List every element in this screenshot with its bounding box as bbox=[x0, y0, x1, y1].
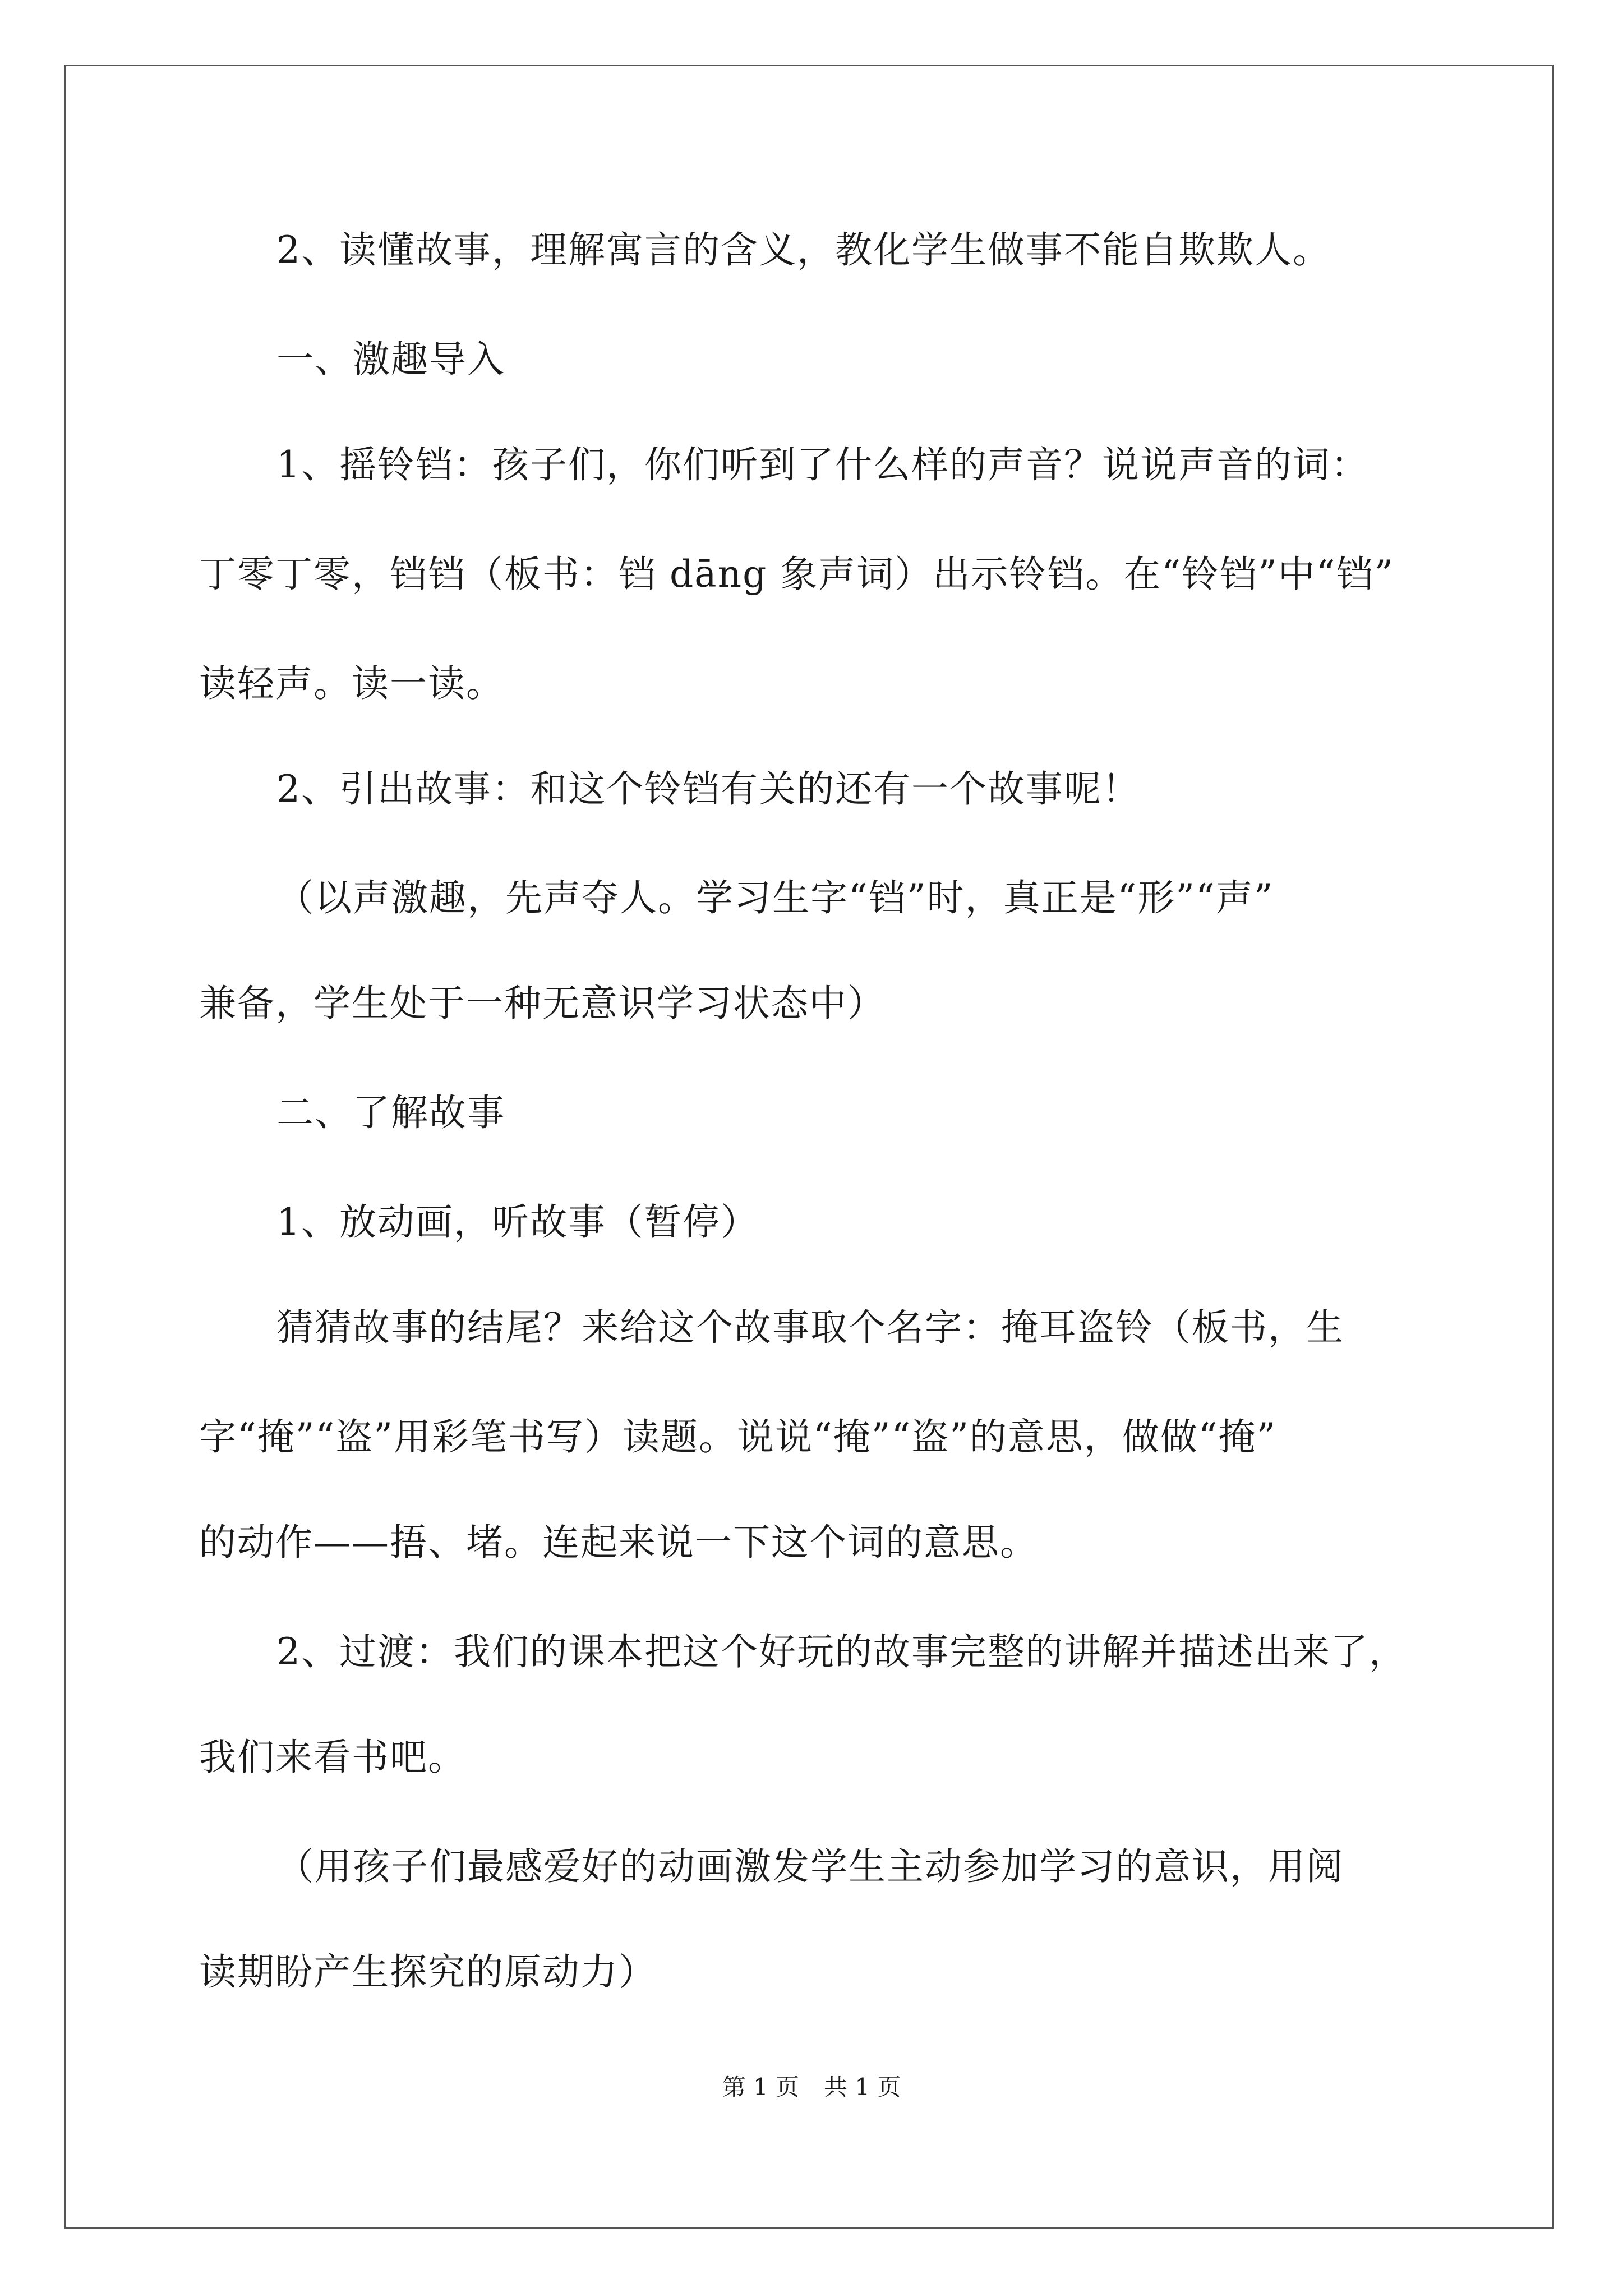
text-line: 的动作——捂、堵。连起来说一下这个词的意思。 bbox=[199, 1521, 1038, 1564]
section-heading-understand bbox=[276, 1091, 1516, 1134]
page-number: 第 1 页 bbox=[722, 2073, 799, 2101]
paragraph-guess-ending-cont bbox=[199, 1521, 1438, 1564]
text-line: 一、激趣导入 bbox=[276, 338, 505, 381]
paragraph-introduce-story bbox=[276, 767, 1516, 811]
paragraph-ring-bell bbox=[276, 443, 1437, 486]
text-line: （用孩子们最感爱好的动画激发学生主动参加学习的意识，用阅 bbox=[276, 1845, 1344, 1888]
text-line: 2、读懂故事，理解寓言的含义，教化学生做事不能自欺欺人。 bbox=[276, 228, 1331, 272]
paragraph-objective-2 bbox=[276, 228, 1516, 272]
paragraph-play-animation bbox=[276, 1200, 1516, 1244]
text-line: 丁零丁零，铛铛（板书：铛 dāng 象声词）出示铃铛。在“铃铛”中“铛” bbox=[199, 553, 1395, 596]
text-line: 2、引出故事：和这个铃铛有关的还有一个故事呢！ bbox=[276, 767, 1140, 811]
text-line: 2、过渡：我们的课本把这个好玩的故事完整的讲解并描述出来了， bbox=[276, 1630, 1407, 1673]
paragraph-ring-bell-cont bbox=[199, 553, 1438, 596]
text-line: 读期盼产生探究的原动力） bbox=[199, 1950, 657, 1994]
paragraph-ring-bell-cont bbox=[199, 662, 1438, 705]
paragraph-guess-ending-cont bbox=[199, 1415, 1438, 1458]
paragraph-note-animation bbox=[276, 1845, 1516, 1888]
paragraph-guess-ending bbox=[276, 1306, 1516, 1349]
paragraph-note-animation-cont bbox=[199, 1950, 1438, 1994]
text-line: 我们来看书吧。 bbox=[199, 1736, 466, 1779]
page-border bbox=[64, 65, 1554, 2229]
text-line: 读轻声。读一读。 bbox=[199, 662, 504, 705]
page-footer bbox=[0, 2073, 1623, 2101]
text-line: 1、放动画，听故事（暂停） bbox=[276, 1200, 759, 1244]
paragraph-note-interest-cont bbox=[199, 982, 1438, 1025]
text-line: 1、摇铃铛：孩子们，你们听到了什么样的声音？说说声音的词： bbox=[276, 443, 1369, 486]
text-line: 字“掩”“盗”用彩笔书写）读题。说说“掩”“盗”的意思，做做“掩” bbox=[199, 1415, 1277, 1458]
text-line: 二、了解故事 bbox=[276, 1091, 505, 1134]
text-line: （以声激趣，先声夺人。学习生字“铛”时，真正是“形”“声” bbox=[276, 876, 1274, 919]
text-line: 兼备，学生处于一种无意识学习状态中） bbox=[199, 982, 886, 1025]
page-total: 共 1 页 bbox=[824, 2073, 901, 2101]
paragraph-transition bbox=[276, 1630, 1516, 1673]
paragraph-transition-cont bbox=[199, 1736, 1438, 1779]
text-line: 猜猜故事的结尾？来给这个故事取个名字：掩耳盗铃（板书，生 bbox=[276, 1306, 1344, 1349]
paragraph-note-interest bbox=[276, 876, 1516, 919]
section-heading-intro bbox=[276, 338, 1516, 381]
